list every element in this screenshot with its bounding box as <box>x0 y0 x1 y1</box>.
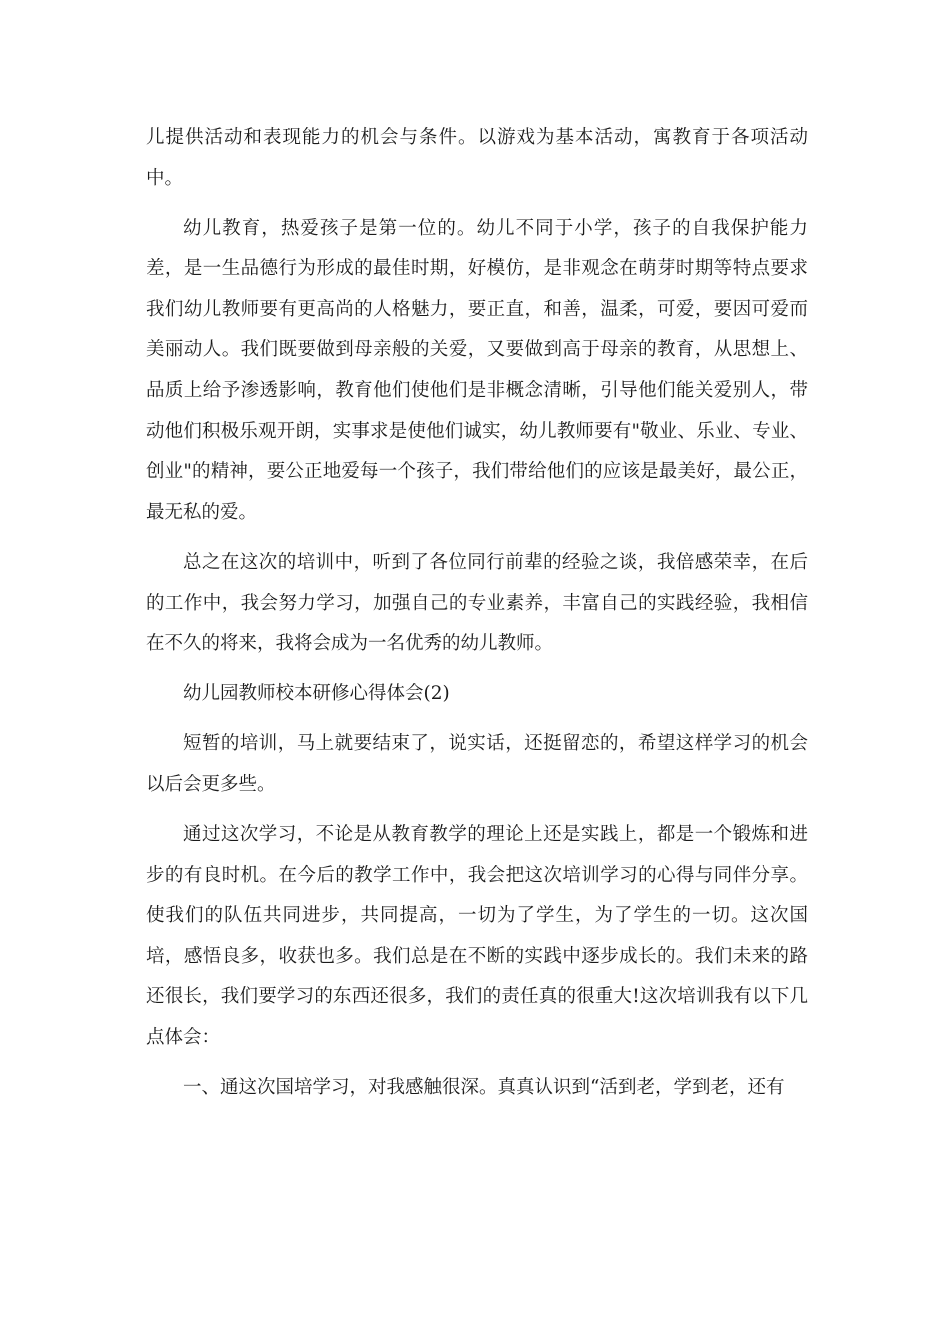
paragraph-point-one: 一、通这次国培学习，对我感触很深。真真认识到“活到老，学到老，还有 <box>183 1077 785 1099</box>
document-body <box>146 118 808 1118</box>
paragraph-continuation: 儿提供活动和表现能力的机会与条件。以游戏为基本活动，寓教育于各项活动中。 <box>146 127 808 189</box>
section-heading: 幼儿园教师校本研修心得体会(2) <box>183 683 450 705</box>
paragraph-love-children: 幼儿教育，热爱孩子是第一位的。幼儿不同于小学，孩子的自我保护能力差，是一生品德行为形成的最佳时期，好模仿，是非观念在萌芽时期等特点要求我们幼儿教师要有更高尚的人格魅力，要正直，和善，温柔，可爱，要因可爱而美丽动人。我们既要做到母亲般的关爱，又要做到高于母亲的教育，从思想上、品质上给予渗透影响，教育他们使他们是非概念清晰，引导他们能关爱别人，带动他们积极乐观开朗，实事求是使他们诚实，幼儿教师要有"敬业、乐业、专业、创业"的精神，要公正地爱每一个孩子，我们带给他们的应该是最美好，最公正，最无私的爱。 <box>146 217 808 523</box>
paragraph-short-training: 短暂的培训，马上就要结束了，说实话，还挺留恋的，希望这样学习的机会以后会更多些。 <box>146 733 808 795</box>
paragraph-summary: 总之在这次的培训中，听到了各位同行前辈的经验之谈，我倍感荣幸，在后的工作中，我会努力学习，加强自己的专业素养，丰富自己的实践经验，我相信在不久的将来，我将会成为一名优秀的幼儿教师。 <box>146 551 808 655</box>
paragraph-through-study: 通过这次学习，不论是从教育教学的理论上还是实践上，都是一个锻炼和进步的有良时机。在今后的教学工作中，我会把这次培训学习的心得与同伴分享。使我们的队伍共同进步，共同提高，一切为了学生，为了学生的一切。这次国培，感悟良多，收获也多。我们总是在不断的实践中逐步成长的。我们未来的路还很长，我们要学习的东西还很多，我们的责任真的很重大!这次培训我有以下几点体会： <box>146 824 808 1048</box>
